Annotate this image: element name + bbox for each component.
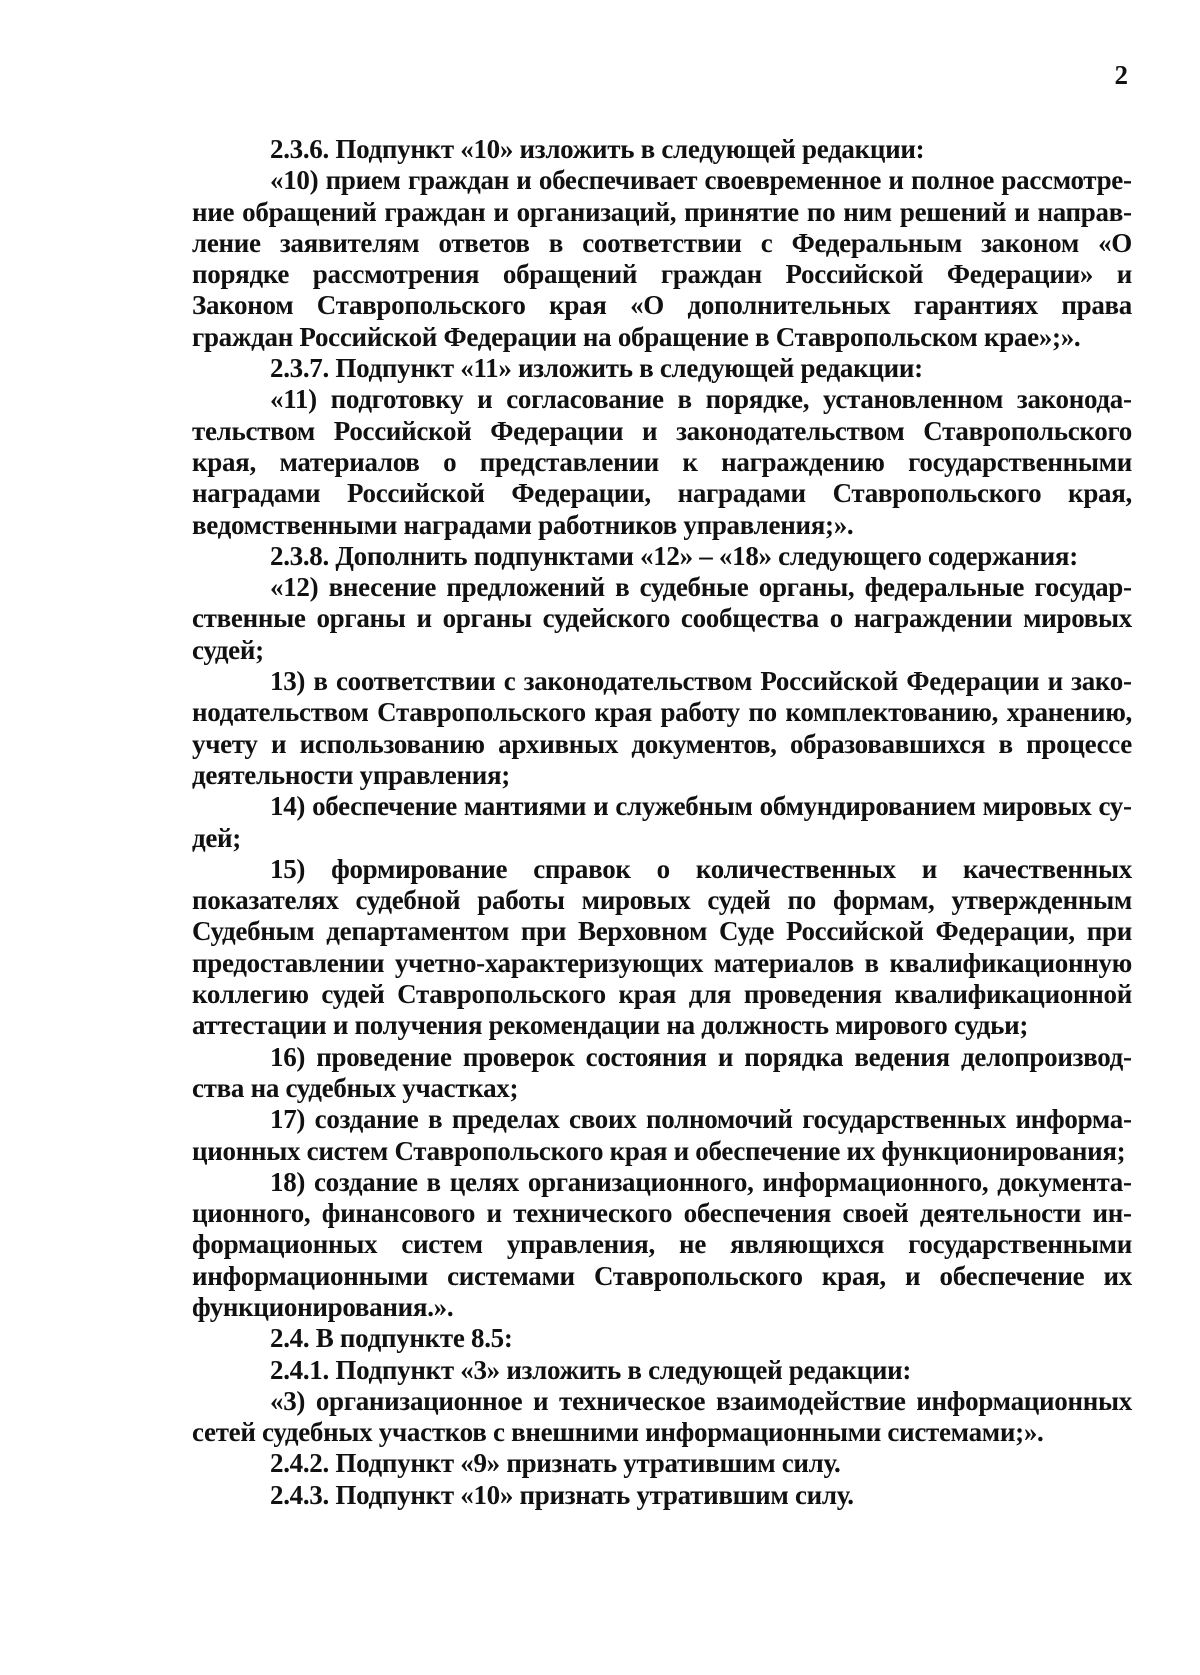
paragraph: 2.4. В подпункте 8.5: xyxy=(270,1323,513,1354)
document-body xyxy=(192,134,1132,1511)
paragraph: 2.3.7. Подпункт «11» изложить в следующей редакции: xyxy=(270,353,923,384)
paragraph: 2.3.6. Подпункт «10» изложить в следующей редакции: xyxy=(270,134,925,164)
paragraph: «11) подготовку и согласование в порядке, установленном законодательством Российской Федерации и законодательством Ставропольского края, материалов о представлении к награждению государственными наградами Российской Федерации, наградами Ставропольского края, ведомственными наградами работников управления;». xyxy=(192,384,1132,540)
paragraph: 15) формирование справок о количественных и качественных показателях судебной работы мировых судей по формам, утвержденным Судебным департаментом при Верховном Суде Российской Федерации, при предоставлении учетно-характеризующих материалов в квалификационную коллегию судей Ставропольского края для проведения квалификационной аттестации и получения рекомендации на должность мирового судьи; xyxy=(192,853,1132,1041)
paragraph: 17) создание в пределах своих полномочий государственных информационных систем Ставропольского края и обеспечение их функционирования; xyxy=(192,1104,1132,1166)
paragraph: 13) в соответствии с законодательством Российской Федерации и законодательством Ставропольского края работу по комплектованию, хранению, учету и использованию архивных документов, образовавшихся в процессе деятельности управления; xyxy=(192,666,1132,790)
paragraph: «3) организационное и техническое взаимодействие информационных сетей судебных участков с внешними информационными системами;». xyxy=(192,1385,1132,1448)
paragraph: 2.4.2. Подпункт «9» признать утратившим силу. xyxy=(270,1448,841,1479)
paragraph: 2.4.1. Подпункт «3» изложить в следующей редакции: xyxy=(270,1354,912,1385)
page-number: 2 xyxy=(1114,60,1128,90)
paragraph: 14) обеспечение мантиями и служебным обмундированием мировых судей; xyxy=(192,791,1132,853)
paragraph: «10) прием граждан и обеспечивает своевременное и полное рассмотрение обращений граждан и организаций, принятие по ним решений и направление заявителям ответов в соответствии с Федеральным законом «О порядке рассмотрения обращений граждан Российской Федерации» и Законом Ставропольского края «О дополнительных гарантиях права граждан Российской Федерации на обращение в Ставропольском крае»;». xyxy=(192,165,1132,352)
paragraph: 2.4.3. Подпункт «10» признать утратившим силу. xyxy=(270,1479,854,1510)
paragraph: 16) проведение проверок состояния и порядка ведения делопроизводства на судебных участках; xyxy=(192,1041,1132,1103)
paragraph: 18) создание в целях организационного, информационного, документационного, финансового и технического обеспечения своей деятельности информационных систем управления, не являющихся государственными информационными системами Ставропольского края, и обеспечение их функционирования.». xyxy=(192,1166,1132,1322)
paragraph: 2.3.8. Дополнить подпунктами «12» – «18» следующего содержания: xyxy=(270,540,1078,571)
paragraph: «12) внесение предложений в судебные органы, федеральные государственные органы и органы судейского сообщества о награждении мировых судей; xyxy=(192,572,1132,665)
